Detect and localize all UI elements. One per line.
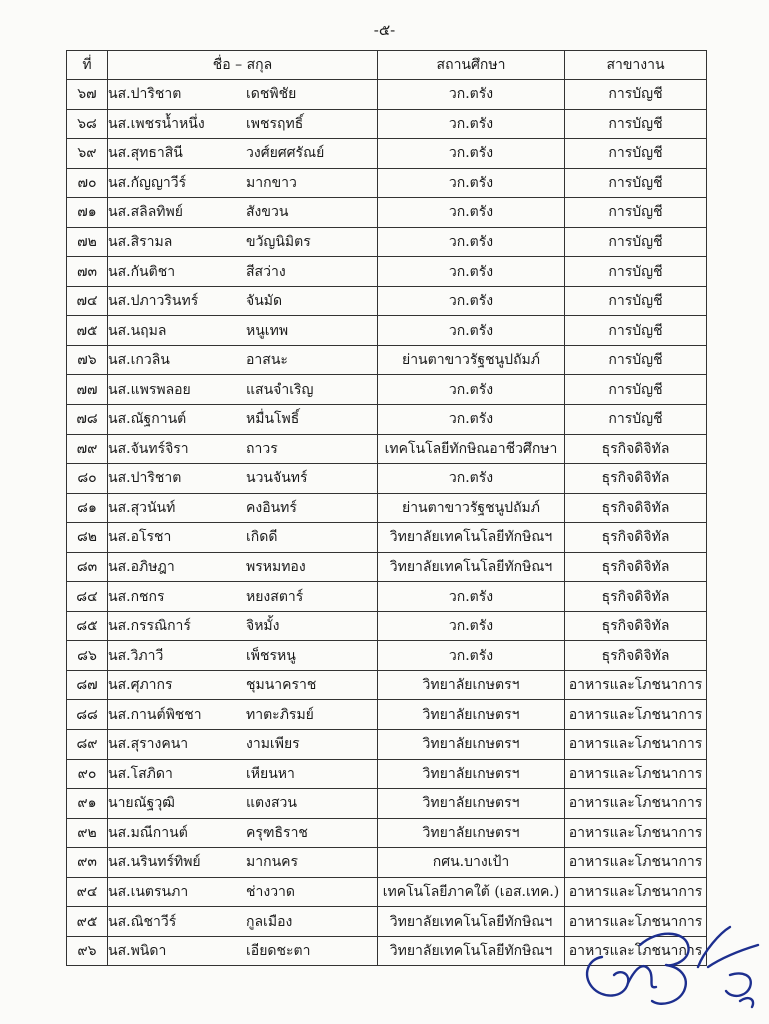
first-name: นส.เพชรน้ำหนึ่ง: [108, 115, 205, 132]
row-number: ๘๐: [67, 464, 108, 494]
student-name: [108, 316, 378, 346]
field-cell: อาหารและโภชนาการ: [565, 877, 707, 907]
table-row: [67, 109, 707, 139]
first-name: นส.แพรพลอย: [108, 381, 191, 398]
row-number: ๖๘: [67, 109, 108, 139]
first-name: นส.นรินทร์ทิพย์: [108, 854, 201, 871]
row-number: ๗๗: [67, 375, 108, 405]
student-name: [108, 493, 378, 523]
field-cell: การบัญชี: [565, 168, 707, 198]
school-cell: วก.ตรัง: [378, 80, 565, 110]
field-cell: ธุรกิจดิจิทัล: [565, 552, 707, 582]
school-cell: วิทยาลัยเกษตรฯ: [378, 670, 565, 700]
last-name: หมื่นโพธิ์: [246, 411, 300, 428]
student-name: [108, 198, 378, 228]
first-name: นส.สุวนันท์: [108, 499, 176, 516]
last-name: ครุฑธิราช: [246, 824, 308, 841]
field-cell: ธุรกิจดิจิทัล: [565, 434, 707, 464]
row-number: ๗๖: [67, 345, 108, 375]
field-cell: การบัญชี: [565, 405, 707, 435]
table-row: [67, 80, 707, 110]
field-cell: การบัญชี: [565, 80, 707, 110]
last-name: กูลเมือง: [246, 913, 293, 930]
school-cell: วก.ตรัง: [378, 375, 565, 405]
row-number: ๘๙: [67, 730, 108, 760]
last-name: จิหมั้ง: [246, 618, 280, 635]
last-name: เหียนหา: [246, 765, 295, 782]
last-name: หยงสตาร์: [246, 588, 304, 605]
student-name: [108, 730, 378, 760]
field-cell: อาหารและโภชนาการ: [565, 700, 707, 730]
school-cell: วิทยาลัยเกษตรฯ: [378, 789, 565, 819]
table-body: [67, 80, 707, 966]
first-name: นส.อภิษฎา: [108, 559, 175, 576]
field-cell: อาหารและโภชนาการ: [565, 730, 707, 760]
header-no: ที่: [67, 51, 108, 80]
field-cell: อาหารและโภชนาการ: [565, 818, 707, 848]
first-name: นส.วิภาวี: [108, 647, 164, 664]
last-name: หนูเทพ: [246, 322, 289, 339]
row-number: ๖๙: [67, 139, 108, 169]
last-name: แตงสวน: [246, 795, 297, 812]
school-cell: วก.ตรัง: [378, 582, 565, 612]
row-number: ๘๒: [67, 523, 108, 553]
row-number: ๗๑: [67, 198, 108, 228]
last-name: พรหมทอง: [246, 559, 306, 576]
school-cell: วก.ตรัง: [378, 611, 565, 641]
last-name: สีสว่าง: [246, 263, 286, 280]
field-cell: ธุรกิจดิจิทัล: [565, 641, 707, 671]
row-number: ๗๓: [67, 257, 108, 287]
first-name: นส.ปาริชาต: [108, 86, 182, 103]
row-number: ๗๔: [67, 286, 108, 316]
first-name: นส.กันติชา: [108, 263, 176, 280]
field-cell: การบัญชี: [565, 109, 707, 139]
student-name: [108, 936, 378, 966]
field-cell: การบัญชี: [565, 345, 707, 375]
school-cell: วก.ตรัง: [378, 405, 565, 435]
row-number: ๙๐: [67, 759, 108, 789]
school-cell: วก.ตรัง: [378, 464, 565, 494]
school-cell: กศน.บางเป้า: [378, 848, 565, 878]
first-name: นส.สุทธาสินี: [108, 145, 183, 162]
header-name: ชื่อ – สกุล: [108, 51, 378, 80]
school-cell: วก.ตรัง: [378, 257, 565, 287]
table-row: [67, 227, 707, 257]
last-name: คงอินทร์: [246, 499, 297, 516]
school-cell: วิทยาลัยเทคโนโลยีทักษิณฯ: [378, 907, 565, 937]
row-number: ๘๓: [67, 552, 108, 582]
row-number: ๘๘: [67, 700, 108, 730]
student-name: [108, 700, 378, 730]
row-number: ๘๖: [67, 641, 108, 671]
last-name: มากนคร: [246, 854, 299, 871]
student-name: [108, 523, 378, 553]
row-number: ๙๔: [67, 877, 108, 907]
field-cell: การบัญชี: [565, 139, 707, 169]
table-row: [67, 345, 707, 375]
table-row: [67, 877, 707, 907]
student-name: [108, 434, 378, 464]
table-row: [67, 168, 707, 198]
first-name: นส.จันทร์จิรา: [108, 440, 189, 457]
school-cell: วิทยาลัยเกษตรฯ: [378, 818, 565, 848]
first-name: นส.กชกร: [108, 588, 165, 605]
student-name: [108, 670, 378, 700]
last-name: เพ็ชรหนู: [246, 647, 296, 664]
field-cell: ธุรกิจดิจิทัล: [565, 493, 707, 523]
school-cell: ย่านตาขาวรัฐชนูปถัมภ์: [378, 493, 565, 523]
table-row: [67, 316, 707, 346]
last-name: ขวัญนิมิตร: [246, 234, 311, 250]
table-row: [67, 464, 707, 494]
row-number: ๙๕: [67, 907, 108, 937]
student-name: [108, 789, 378, 819]
first-name: นส.ศุภากร: [108, 677, 173, 694]
table-row: [67, 552, 707, 582]
table-header-row: [67, 51, 707, 80]
row-number: ๘๔: [67, 582, 108, 612]
row-number: ๗๒: [67, 227, 108, 257]
row-number: ๗๕: [67, 316, 108, 346]
last-name: เอียดชะตา: [246, 943, 311, 960]
table-row: [67, 759, 707, 789]
row-number: ๗๘: [67, 405, 108, 435]
student-name: [108, 345, 378, 375]
school-cell: วิทยาลัยเทคโนโลยีทักษิณฯ: [378, 523, 565, 553]
field-cell: อาหารและโภชนาการ: [565, 936, 707, 966]
last-name: ช่างวาด: [246, 884, 296, 901]
student-name: [108, 641, 378, 671]
row-number: ๘๕: [67, 611, 108, 641]
table-row: [67, 670, 707, 700]
first-name: นส.ปาริชาต: [108, 470, 182, 487]
first-name: นส.ณิชาวีร์: [108, 913, 177, 930]
student-name: [108, 227, 378, 257]
field-cell: ธุรกิจดิจิทัล: [565, 523, 707, 553]
table-row: [67, 730, 707, 760]
student-name: [108, 611, 378, 641]
first-name: นส.กานต์พิชชา: [108, 706, 202, 723]
student-name: [108, 286, 378, 316]
school-cell: วก.ตรัง: [378, 198, 565, 228]
first-name: นส.โสภิดา: [108, 765, 173, 782]
school-cell: วิทยาลัยเกษตรฯ: [378, 700, 565, 730]
student-name: [108, 907, 378, 937]
row-number: ๖๗: [67, 80, 108, 110]
row-number: ๘๗: [67, 670, 108, 700]
school-cell: ย่านตาขาวรัฐชนูปถัมภ์: [378, 345, 565, 375]
first-name: นส.มณีกานต์: [108, 824, 188, 841]
school-cell: วิทยาลัยเกษตรฯ: [378, 730, 565, 760]
student-name: [108, 582, 378, 612]
school-cell: วก.ตรัง: [378, 286, 565, 316]
table-row: [67, 375, 707, 405]
last-name: ทาตะภิรมย์: [246, 706, 314, 723]
field-cell: การบัญชี: [565, 227, 707, 257]
table-row: [67, 434, 707, 464]
row-number: ๙๒: [67, 818, 108, 848]
last-name: นวนจันทร์: [246, 470, 308, 487]
student-name: [108, 168, 378, 198]
first-name: นส.กัญญาวีร์: [108, 174, 187, 191]
table-row: [67, 818, 707, 848]
school-cell: วิทยาลัยเทคโนโลยีทักษิณฯ: [378, 552, 565, 582]
field-cell: การบัญชี: [565, 286, 707, 316]
last-name: แสนจำเริญ: [246, 381, 314, 398]
school-cell: วิทยาลัยเทคโนโลยีทักษิณฯ: [378, 936, 565, 966]
first-name: นายณัฐวุฒิ: [108, 795, 175, 812]
school-cell: วก.ตรัง: [378, 316, 565, 346]
field-cell: อาหารและโภชนาการ: [565, 759, 707, 789]
school-cell: วก.ตรัง: [378, 641, 565, 671]
table-row: [67, 582, 707, 612]
table-row: [67, 611, 707, 641]
header-school: สถานศึกษา: [378, 51, 565, 80]
student-name: [108, 405, 378, 435]
school-cell: เทคโนโลยีทักษิณอาชีวศึกษา: [378, 434, 565, 464]
last-name: สังขวน: [246, 204, 289, 221]
last-name: ถาวร: [246, 440, 278, 457]
row-number: ๘๑: [67, 493, 108, 523]
first-name: นส.สลิลทิพย์: [108, 204, 183, 221]
last-name: อาสนะ: [246, 352, 288, 369]
row-number: ๙๓: [67, 848, 108, 878]
field-cell: การบัญชี: [565, 375, 707, 405]
first-name: นส.ณัฐกานต์: [108, 411, 187, 428]
student-name: [108, 80, 378, 110]
page-number: -๕-: [373, 21, 396, 39]
table-row: [67, 139, 707, 169]
student-name: [108, 109, 378, 139]
field-cell: อาหารและโภชนาการ: [565, 907, 707, 937]
table-row: [67, 405, 707, 435]
field-cell: การบัญชี: [565, 316, 707, 346]
school-cell: วก.ตรัง: [378, 168, 565, 198]
first-name: นส.สิรามล: [108, 234, 173, 250]
last-name: เดชพิชัย: [246, 86, 297, 103]
student-name: [108, 818, 378, 848]
field-cell: ธุรกิจดิจิทัล: [565, 611, 707, 641]
row-number: ๗๐: [67, 168, 108, 198]
last-name: งามเพียร: [246, 736, 300, 753]
field-cell: อาหารและโภชนาการ: [565, 670, 707, 700]
row-number: ๙๖: [67, 936, 108, 966]
school-cell: วก.ตรัง: [378, 109, 565, 139]
student-name: [108, 375, 378, 405]
table-row: [67, 789, 707, 819]
table-row: [67, 523, 707, 553]
last-name: จันมัด: [246, 293, 283, 310]
first-name: นส.ปภาวรินทร์: [108, 293, 199, 310]
field-cell: อาหารและโภชนาการ: [565, 848, 707, 878]
table-row: [67, 700, 707, 730]
first-name: นส.เกวลิน: [108, 352, 170, 369]
field-cell: การบัญชี: [565, 198, 707, 228]
table-row: [67, 848, 707, 878]
student-name: [108, 848, 378, 878]
field-cell: ธุรกิจดิจิทัล: [565, 582, 707, 612]
first-name: นส.เนตรนภา: [108, 884, 189, 901]
table-row: [67, 641, 707, 671]
last-name: เพชรฤทธิ์: [246, 115, 304, 132]
student-name: [108, 877, 378, 907]
table-row: [67, 198, 707, 228]
last-name: เกิดดี: [246, 529, 278, 546]
table-row: [67, 257, 707, 287]
school-cell: วก.ตรัง: [378, 139, 565, 169]
school-cell: วก.ตรัง: [378, 227, 565, 257]
field-cell: การบัญชี: [565, 257, 707, 287]
student-name: [108, 759, 378, 789]
table-row: [67, 493, 707, 523]
table-row: [67, 286, 707, 316]
first-name: นส.สุรางคนา: [108, 736, 189, 753]
field-cell: อาหารและโภชนาการ: [565, 789, 707, 819]
signature: [580, 915, 769, 1020]
header-field: สาขางาน: [565, 51, 707, 80]
student-name: [108, 139, 378, 169]
last-name: วงศ์ยศศรัณย์: [246, 145, 325, 162]
field-cell: ธุรกิจดิจิทัล: [565, 464, 707, 494]
student-name: [108, 552, 378, 582]
last-name: มากขาว: [246, 174, 297, 191]
row-number: ๙๑: [67, 789, 108, 819]
school-cell: วิทยาลัยเกษตรฯ: [378, 759, 565, 789]
first-name: นส.กรรณิการ์: [108, 618, 191, 635]
roster-table: [66, 50, 707, 966]
first-name: นส.นฤมล: [108, 322, 167, 339]
last-name: ชุมนาคราช: [246, 677, 317, 694]
student-name: [108, 257, 378, 287]
first-name: นส.อโรชา: [108, 529, 172, 546]
row-number: ๗๙: [67, 434, 108, 464]
school-cell: เทคโนโลยีภาคใต้ (เอส.เทค.): [378, 877, 565, 907]
student-name: [108, 464, 378, 494]
first-name: นส.พนิดา: [108, 943, 167, 960]
